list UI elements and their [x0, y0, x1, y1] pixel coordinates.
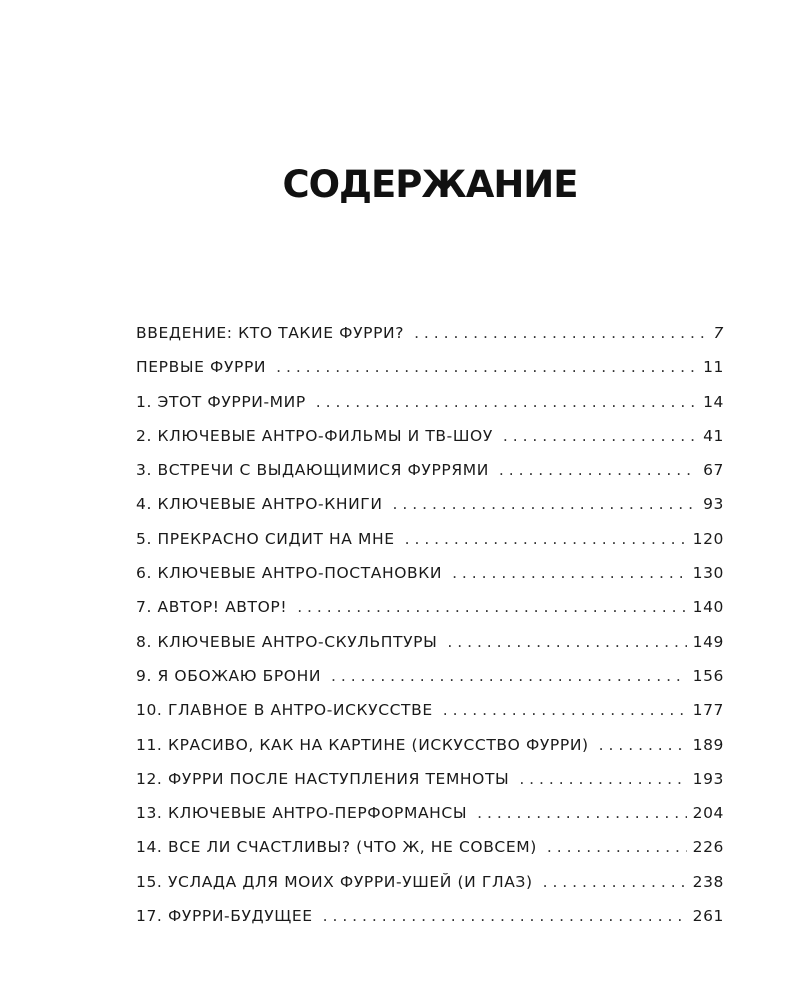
toc-entry-title: 10. ГЛАВНОЕ В АНТРО-ИСКУССТВЕ — [136, 701, 433, 720]
toc-leader-dots — [316, 393, 697, 411]
toc-leader-dots — [414, 324, 704, 342]
toc-entry-page: 93 — [703, 495, 724, 514]
toc-entry — [136, 461, 724, 495]
toc-entry-title: ПЕРВЫЕ ФУРРИ — [136, 358, 267, 377]
toc-entry-page: 120 — [692, 529, 724, 548]
toc-entry — [136, 804, 724, 838]
toc-entry-page: 130 — [692, 564, 724, 583]
toc-entry-page: 189 — [692, 735, 724, 754]
toc-entry-page: 67 — [703, 461, 724, 480]
toc-entry-title: 11. КРАСИВО, КАК НА КАРТИНЕ (ИСКУССТВО ФУРРИ) — [136, 735, 589, 754]
toc-entry-title: 1. ЭТОТ ФУРРИ-МИР — [136, 392, 306, 411]
toc-leader-dots — [477, 804, 687, 822]
toc-leader-dots — [443, 701, 687, 719]
toc-entry-title: 14. ВСЕ ЛИ СЧАСТЛИВЫ? (ЧТО Ж, НЕ СОВСЕМ) — [136, 838, 537, 857]
toc-entry-page: 226 — [692, 838, 724, 857]
toc-entry — [136, 495, 724, 529]
toc-entry-page: 149 — [692, 632, 724, 651]
toc-entry — [136, 736, 724, 770]
toc-entry-page: 177 — [692, 701, 724, 720]
toc-entry-title: 7. АВТОР! АВТОР! — [136, 598, 288, 617]
toc-entry — [136, 838, 724, 872]
toc-entry — [136, 633, 724, 667]
toc-entry — [136, 667, 724, 701]
toc-leader-dots — [499, 461, 697, 479]
toc-entry-page: 238 — [692, 872, 724, 891]
toc-entry-title: 17. ФУРРИ-БУДУЩЕЕ — [136, 907, 313, 926]
toc-entry-page: 261 — [692, 907, 724, 926]
toc-entry — [136, 907, 724, 941]
toc-leader-dots — [393, 495, 698, 513]
toc-entry-title: 5. ПРЕКРАСНО СИДИТ НА МНЕ — [136, 529, 395, 548]
toc-entry-page: 193 — [692, 769, 724, 788]
toc-entry-page: 7 — [713, 324, 724, 342]
toc-entry-title: 9. Я ОБОЖАЮ БРОНИ — [136, 666, 322, 685]
toc-entry — [136, 358, 724, 392]
toc-entry-page: 14 — [703, 392, 724, 411]
toc-leader-dots — [547, 838, 687, 856]
toc-leader-dots — [297, 598, 686, 616]
toc-entry-title: 2. КЛЮЧЕВЫЕ АНТРО-ФИЛЬМЫ И ТВ-ШОУ — [136, 426, 493, 445]
toc-entry-title: 3. ВСТРЕЧИ С ВЫДАЮЩИМИСЯ ФУРРЯМИ — [136, 461, 489, 480]
toc-leader-dots — [447, 633, 686, 651]
toc-entry-title: 8. КЛЮЧЕВЫЕ АНТРО-СКУЛЬПТУРЫ — [136, 632, 438, 651]
toc-entry — [136, 427, 724, 461]
toc-leader-dots — [543, 873, 687, 891]
toc-entry-page: 11 — [703, 358, 724, 377]
toc-entry-title: 15. УСЛАДА ДЛЯ МОИХ ФУРРИ-УШЕЙ (И ГЛАЗ) — [136, 872, 533, 891]
toc-entry — [136, 770, 724, 804]
toc-leader-dots — [503, 427, 697, 445]
toc-entry — [136, 873, 724, 907]
page-title: СОДЕРЖАНИЕ — [282, 163, 578, 206]
toc-entry-page: 140 — [692, 598, 724, 617]
toc-entry — [136, 530, 724, 564]
toc-entry-title: 12. ФУРРИ ПОСЛЕ НАСТУПЛЕНИЯ ТЕМНОТЫ — [136, 769, 510, 788]
toc-entry-title: 6. КЛЮЧЕВЫЕ АНТРО-ПОСТАНОВКИ — [136, 564, 443, 583]
toc-leader-dots — [276, 358, 697, 376]
toc-leader-dots — [323, 907, 687, 925]
toc-entry — [136, 393, 724, 427]
toc-leader-dots — [519, 770, 686, 788]
toc-entry — [136, 701, 724, 735]
toc-entry-title: ВВЕДЕНИЕ: КТО ТАКИЕ ФУРРИ? — [136, 324, 405, 342]
toc-entry-title: 13. КЛЮЧЕВЫЕ АНТРО-ПЕРФОРМАНСЫ — [136, 804, 468, 823]
toc-entry — [136, 324, 724, 358]
toc-leader-dots — [599, 736, 687, 754]
toc-entry-page: 41 — [703, 426, 724, 445]
toc-entry — [136, 598, 724, 632]
toc-leader-dots — [452, 564, 687, 582]
toc-entry-title: 4. КЛЮЧЕВЫЕ АНТРО-КНИГИ — [136, 495, 383, 514]
toc-leader-dots — [405, 530, 687, 548]
toc-entry-page: 204 — [692, 804, 724, 823]
toc-leader-dots — [331, 667, 687, 685]
toc-entry-page: 156 — [692, 666, 724, 685]
toc-entry — [136, 564, 724, 598]
table-of-contents — [136, 324, 724, 941]
